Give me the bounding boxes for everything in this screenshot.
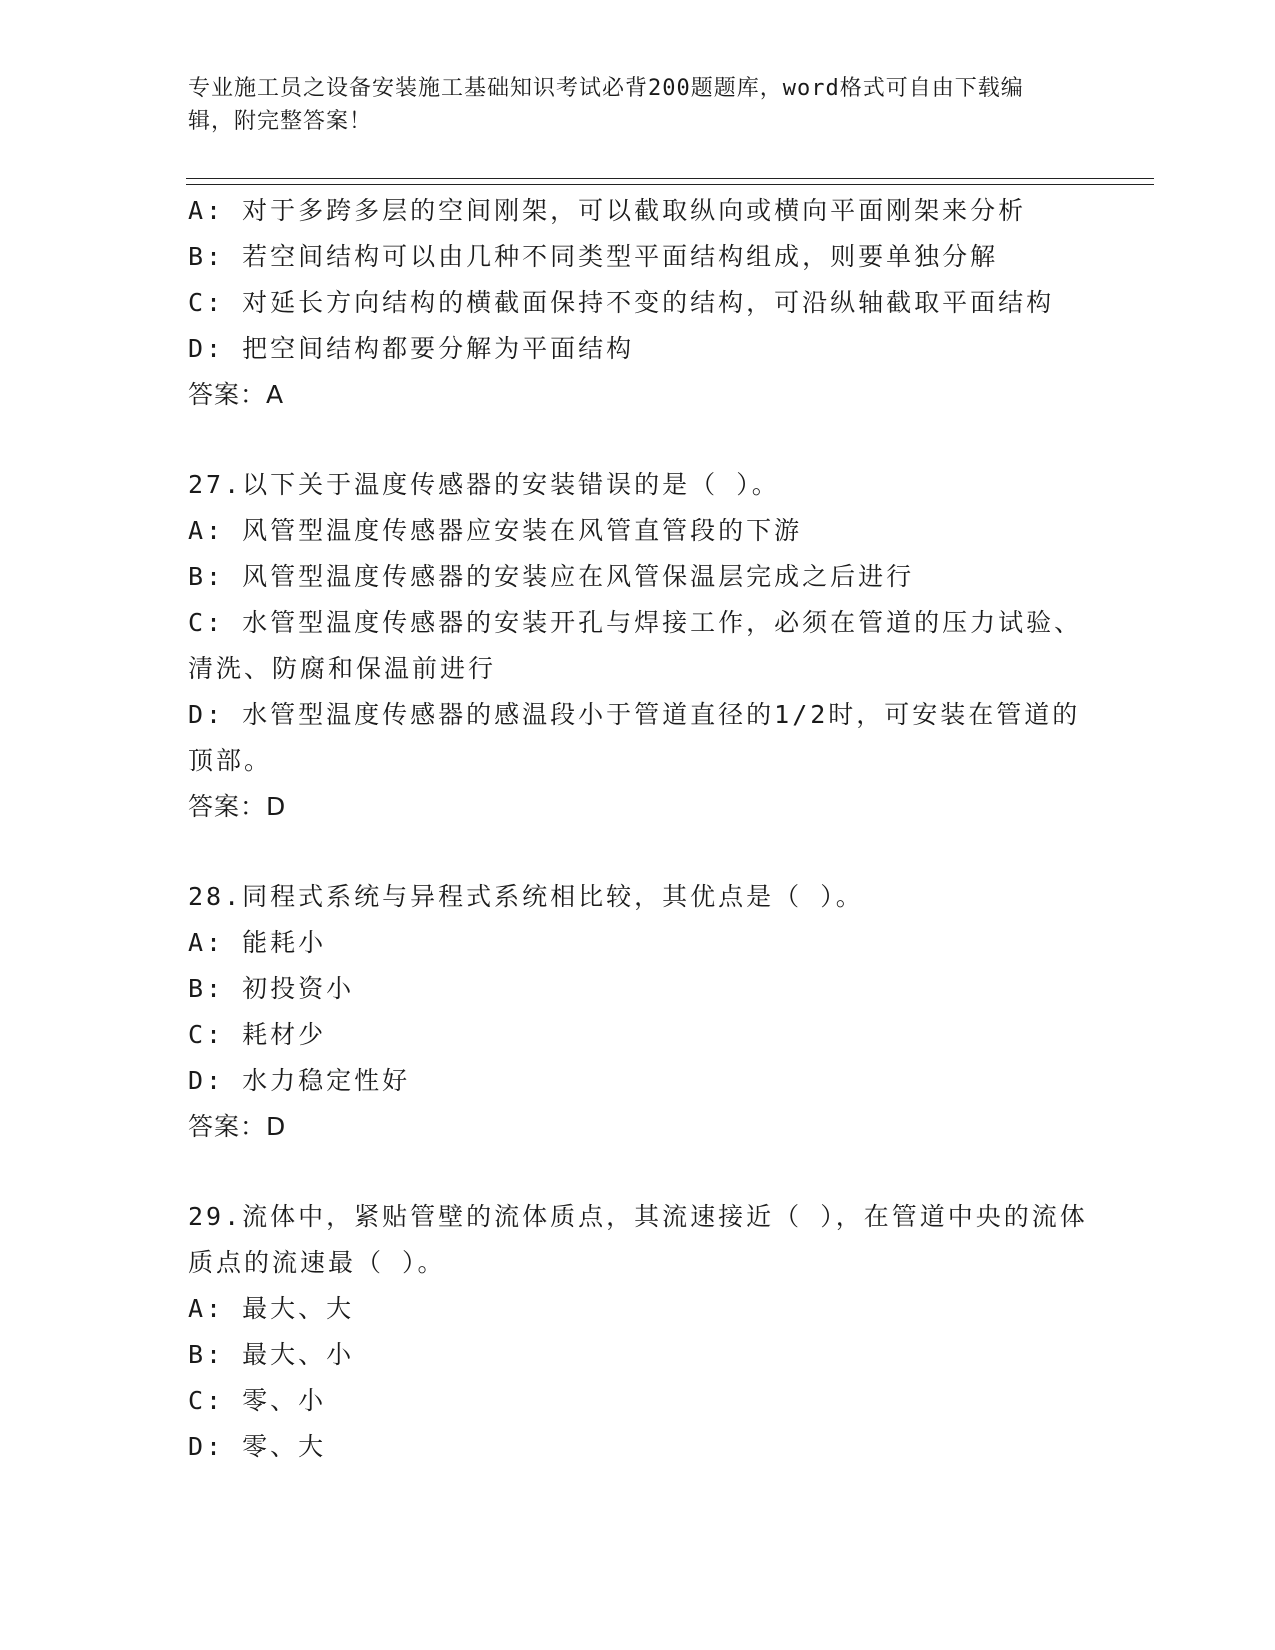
option-d: D: 零、大 <box>188 1432 327 1461</box>
option-a: A: 风管型温度传感器应安装在风管直管段的下游 <box>188 516 803 545</box>
question-stem: 27.以下关于温度传感器的安装错误的是（ ）。 <box>188 470 780 499</box>
option-b: B: 最大、小 <box>188 1340 355 1369</box>
header-rule-bottom <box>186 184 1154 185</box>
option-c: C: 对延长方向结构的横截面保持不变的结构，可沿纵轴截取平面结构 <box>188 288 1055 317</box>
question-stem: 28.同程式系统与异程式系统相比较，其优点是（ ）。 <box>188 882 864 911</box>
option-c: C: 水管型温度传感器的安装开孔与焊接工作，必须在管道的压力试验、清洗、防腐和保温前进行 <box>188 608 1083 683</box>
question-26 <box>188 188 1088 418</box>
question-28 <box>188 874 1088 1150</box>
option-b: B: 初投资小 <box>188 974 355 1003</box>
option-d: D: 水力稳定性好 <box>188 1066 411 1095</box>
option-a: A: 能耗小 <box>188 928 327 957</box>
option-a: A: 最大、大 <box>188 1294 355 1323</box>
answer-line: 答案：D <box>188 792 287 821</box>
answer-line: 答案：D <box>188 1112 287 1141</box>
answer-line: 答案：A <box>188 380 285 409</box>
question-29 <box>188 1194 1088 1470</box>
option-d: D: 水管型温度传感器的感温段小于管道直径的1/2时，可安装在管道的顶部。 <box>188 700 1081 775</box>
option-d: D: 把空间结构都要分解为平面结构 <box>188 334 635 363</box>
question-list <box>188 188 1088 1470</box>
question-27 <box>188 462 1088 830</box>
header-rule-top <box>186 178 1154 179</box>
option-b: B: 风管型温度传感器的安装应在风管保温层完成之后进行 <box>188 562 915 591</box>
question-stem: 29.流体中，紧贴管壁的流体质点，其流速接近（ ），在管道中央的流体质点的流速最（ ）。 <box>188 1202 1088 1277</box>
option-a: A: 对于多跨多层的空间刚架，可以截取纵向或横向平面刚架来分析 <box>188 196 1027 225</box>
page-header-title: 专业施工员之设备安装施工基础知识考试必背200题题库，word格式可自由下载编辑，附完整答案！ <box>188 76 1024 134</box>
option-b: B: 若空间结构可以由几种不同类型平面结构组成，则要单独分解 <box>188 242 999 271</box>
option-c: C: 零、小 <box>188 1386 327 1415</box>
option-c: C: 耗材少 <box>188 1020 327 1049</box>
